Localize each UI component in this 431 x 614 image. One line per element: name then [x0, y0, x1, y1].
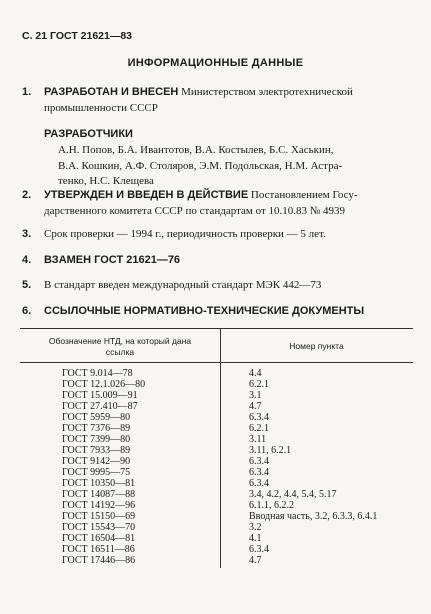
section-2-heading: УТВЕРЖДЕН И ВВЕДЕН В ДЕЙСТВИЕ — [44, 189, 249, 201]
standard-designation: ГОСТ 15.009—91 — [62, 390, 138, 401]
clause-number: 6.3.4 — [249, 467, 269, 478]
table-row — [20, 434, 413, 445]
section-3 — [22, 226, 326, 242]
clause-number: 6.3.4 — [249, 456, 269, 467]
developers-heading: РАЗРАБОТЧИКИ — [44, 128, 133, 140]
clause-number: 3.11, 6.2.1 — [249, 445, 292, 456]
table-row — [20, 522, 413, 533]
table-header-clause: Номер пункта — [289, 341, 344, 351]
standard-designation: ГОСТ 9995—75 — [62, 467, 131, 478]
standard-designation: ГОСТ 14192—96 — [62, 500, 136, 511]
section-2-text-cont: дарственного комитета СССР по стандартам от 10.10.83 № 4939 — [44, 205, 346, 217]
clause-number: 4.7 — [249, 555, 262, 566]
section-6 — [22, 303, 364, 319]
clause-number: 6.3.4 — [249, 412, 269, 423]
clause-number: 4.7 — [249, 401, 262, 412]
table-row — [20, 368, 413, 379]
clause-number: 6.3.4 — [249, 544, 269, 555]
standard-designation: ГОСТ 9142—90 — [62, 456, 131, 467]
clause-number: 3.1 — [249, 390, 262, 401]
page-title: ИНФОРМАЦИОННЫЕ ДАННЫЕ — [127, 57, 304, 69]
section-2 — [22, 187, 417, 219]
standard-designation: ГОСТ 5959—80 — [62, 412, 131, 423]
table-row — [20, 401, 413, 412]
section-4 — [22, 252, 180, 268]
standard-designation: ГОСТ 16511—86 — [62, 544, 135, 555]
standard-designation: ГОСТ 7376—89 — [62, 423, 131, 434]
section-1-text-cont: промышленности СССР — [44, 102, 158, 114]
table-row — [20, 456, 413, 467]
section-6-number: 6. — [22, 305, 32, 317]
table-header-document-line-1: Обозначение НТД, на который дана — [48, 336, 192, 346]
standard-designation: ГОСТ 27.410—87 — [62, 401, 138, 412]
standard-designation: ГОСТ 12.1.026—80 — [62, 379, 146, 390]
section-1-heading: РАЗРАБОТАН И ВНЕСЕН — [44, 86, 179, 98]
table-row — [20, 445, 413, 456]
clause-number: 6.2.1 — [249, 423, 269, 434]
standard-designation: ГОСТ 7933—89 — [62, 445, 131, 456]
table-row — [20, 533, 413, 544]
table-row — [20, 478, 413, 489]
section-3-text: Срок проверки — 1994 г., периодичность проверки — 5 лет. — [44, 228, 326, 240]
table-row — [20, 489, 413, 500]
table-row — [20, 467, 413, 478]
table-header-document-line-2: ссылка — [105, 347, 135, 357]
table-row — [20, 511, 413, 522]
clause-number: 3.11 — [249, 434, 267, 445]
clause-number: Вводная часть, 3.2, 6.3.3, 6.4.1 — [249, 511, 378, 522]
table-row — [20, 500, 413, 511]
section-4-number: 4. — [22, 254, 32, 266]
table-header-rule — [20, 362, 413, 363]
clause-number: 4.4 — [249, 368, 262, 379]
section-5-text: В стандарт введен международный стандарт МЭК 442—73 — [44, 279, 322, 291]
standard-designation: ГОСТ 17446—86 — [62, 555, 136, 566]
clause-number: 6.3.4 — [249, 478, 269, 489]
standard-designation: ГОСТ 10350—81 — [62, 478, 136, 489]
developers-list — [58, 143, 418, 190]
clause-number: 3.2 — [249, 522, 262, 533]
table-row — [20, 390, 413, 401]
table-row — [20, 544, 413, 555]
standard-designation: ГОСТ 15543—70 — [62, 522, 136, 533]
table-header-document — [20, 336, 220, 358]
table-row — [20, 555, 413, 566]
developers-line-1: А.Н. Попов, Б.А. Ивантотов, В.А. Костылев, Б.С. Хаськин, — [58, 144, 334, 156]
section-1 — [22, 84, 417, 116]
table-row — [20, 412, 413, 423]
standard-designation: ГОСТ 16504—81 — [62, 533, 136, 544]
section-4-heading: ВЗАМЕН ГОСТ 21621—76 — [44, 254, 181, 266]
section-1-number: 1. — [22, 86, 32, 98]
developers-line-2: В.А. Кошкин, А.Ф. Столяров, Э.М. Подольская, Н.М. Астра- — [58, 159, 343, 172]
table-body — [20, 368, 413, 566]
section-2-number: 2. — [22, 189, 32, 201]
section-5 — [22, 277, 321, 293]
standard-designation: ГОСТ 15150—69 — [62, 511, 136, 522]
standard-designation: ГОСТ 7399—80 — [62, 434, 131, 445]
page-header: С. 21 ГОСТ 21621—83 — [22, 30, 133, 42]
clause-number: 6.1.1, 6.2.2 — [249, 500, 294, 511]
section-6-heading: ССЫЛОЧНЫЕ НОРМАТИВНО-ТЕХНИЧЕСКИЕ ДОКУМЕНТЫ — [44, 305, 365, 317]
table-top-rule — [20, 328, 413, 329]
clause-number: 3.4, 4.2, 4.4, 5.4, 5.17 — [249, 489, 337, 500]
clause-number: 6.2.1 — [249, 379, 269, 390]
developers-line-3: тенко, Н.С. Клещева — [58, 175, 154, 187]
standard-designation: ГОСТ 9.014—78 — [62, 368, 133, 379]
standard-designation: ГОСТ 14087—88 — [62, 489, 136, 500]
table-row — [20, 423, 413, 434]
table-row — [20, 379, 413, 390]
section-5-number: 5. — [22, 279, 32, 291]
section-1-text: Министерством электротехнической — [178, 86, 353, 98]
section-2-text: Постановлением Госу- — [248, 189, 358, 201]
section-3-number: 3. — [22, 228, 32, 240]
clause-number: 4.1 — [249, 533, 262, 544]
